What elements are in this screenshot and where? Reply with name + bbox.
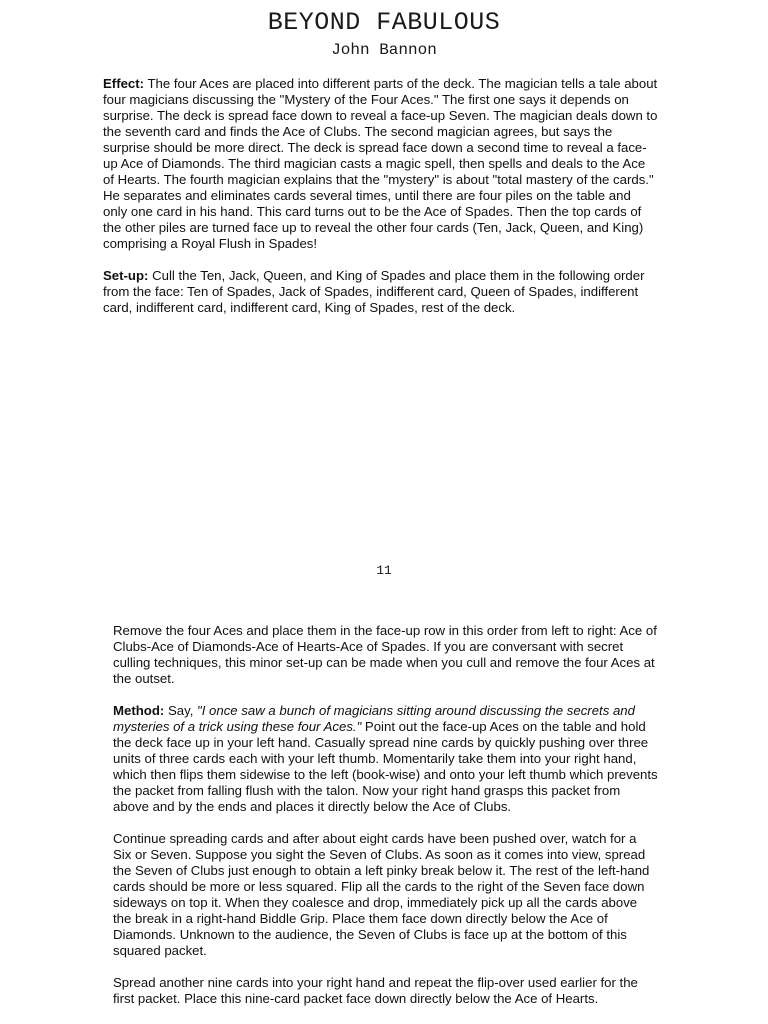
effect-paragraph — [103, 76, 658, 252]
lower-page-text — [113, 623, 658, 1007]
effect-text: The four Aces are placed into different parts of the deck. The magician tells a tale about four magicians discussing the "Mystery of the Four Aces." The first one says it depends on surprise. The deck is spread face down to reveal a face-up Seven. The magician deals down to the seventh card and finds the Ace of Clubs. The second magician agrees, but says the surprise should be more direct. The deck is spread face down a second time to reveal a face-up Ace of Diamonds. The third magician casts a magic spell, then spells and deals to the Ace of Hearts. The fourth magician explains that the "mystery" is about "total mastery of the cards." He separates and eliminates cards several times, until there are four piles on the table and only one card in his hand. This card turns out to be the Ace of Spades. Then the top cards of the other piles are turned face up to reveal the other four cards (Ten, Jack, Queen, and King) comprising a Royal Flush in Spades! — [103, 76, 658, 251]
setup-text: Cull the Ten, Jack, Queen, and King of Spades and place them in the following order from the face: Ten of Spades, Jack of Spades, indifferent card, Queen of Spades, indifferent card, indifferent card, indifferent card, King of Spades, rest of the deck. — [103, 268, 645, 315]
method-paragraph — [113, 703, 658, 815]
setup-paragraph — [103, 268, 658, 316]
remove-aces-paragraph: Remove the four Aces and place them in the face-up row in this order from left to right: Ace of Clubs-Ace of Diamonds-Ace of Hearts-Ace of Spades. If you are conversant with secret culling techniques, this minor set-up can be made when you cull and remove the four Aces at the outset. — [113, 623, 657, 686]
method-quote: "I once saw a bunch of magicians sitting around discussing the secrets and mysteries of a trick using these four Aces." — [113, 703, 635, 734]
method-label: Method: — [113, 703, 165, 718]
effect-label: Effect: — [103, 76, 145, 91]
method-text: Point out the face-up Aces on the table and hold the deck face up in your left hand. Casually spread nine cards by quickly pushing over three units of three cards each with your left thumb. Momentarily take them into your right hand, which then flips them sidewise to the left (book-wise) and onto your left thumb which prevents the packet from falling flush with the talon. Now your right hand grasps this packet from above and by the ends and places it directly below the Ace of Clubs. — [113, 719, 658, 814]
spread-another-paragraph: Spread another nine cards into your right hand and repeat the flip-over used earlier for the first packet. Place this nine-card packet face down directly below the Ace of Hearts. — [113, 975, 638, 1006]
method-say: Say, — [164, 703, 198, 718]
upper-page-text — [103, 76, 658, 316]
page-title: BEYOND FABULOUS — [267, 8, 501, 37]
author-name: John Bannon — [331, 41, 437, 59]
page-number: 11 — [376, 563, 392, 578]
continue-spreading-paragraph: Continue spreading cards and after about eight cards have been pushed over, watch for a Six or Seven. Suppose you sight the Seven of Clubs. As soon as it comes into view, spread the Seven of Clubs just enough to obtain a left pinky break below it. The rest of the left-hand cards should be more or less squared. Flip all the cards to the right of the Seven face down sideways on top it. When they coalesce and drop, immediately pick up all the cards above the break in a right-hand Biddle Grip. Place them face down directly below the Ace of Diamonds. Unknown to the audience, the Seven of Clubs is face up at the bottom of this squared packet. — [113, 831, 650, 958]
setup-label: Set-up: — [103, 268, 149, 283]
